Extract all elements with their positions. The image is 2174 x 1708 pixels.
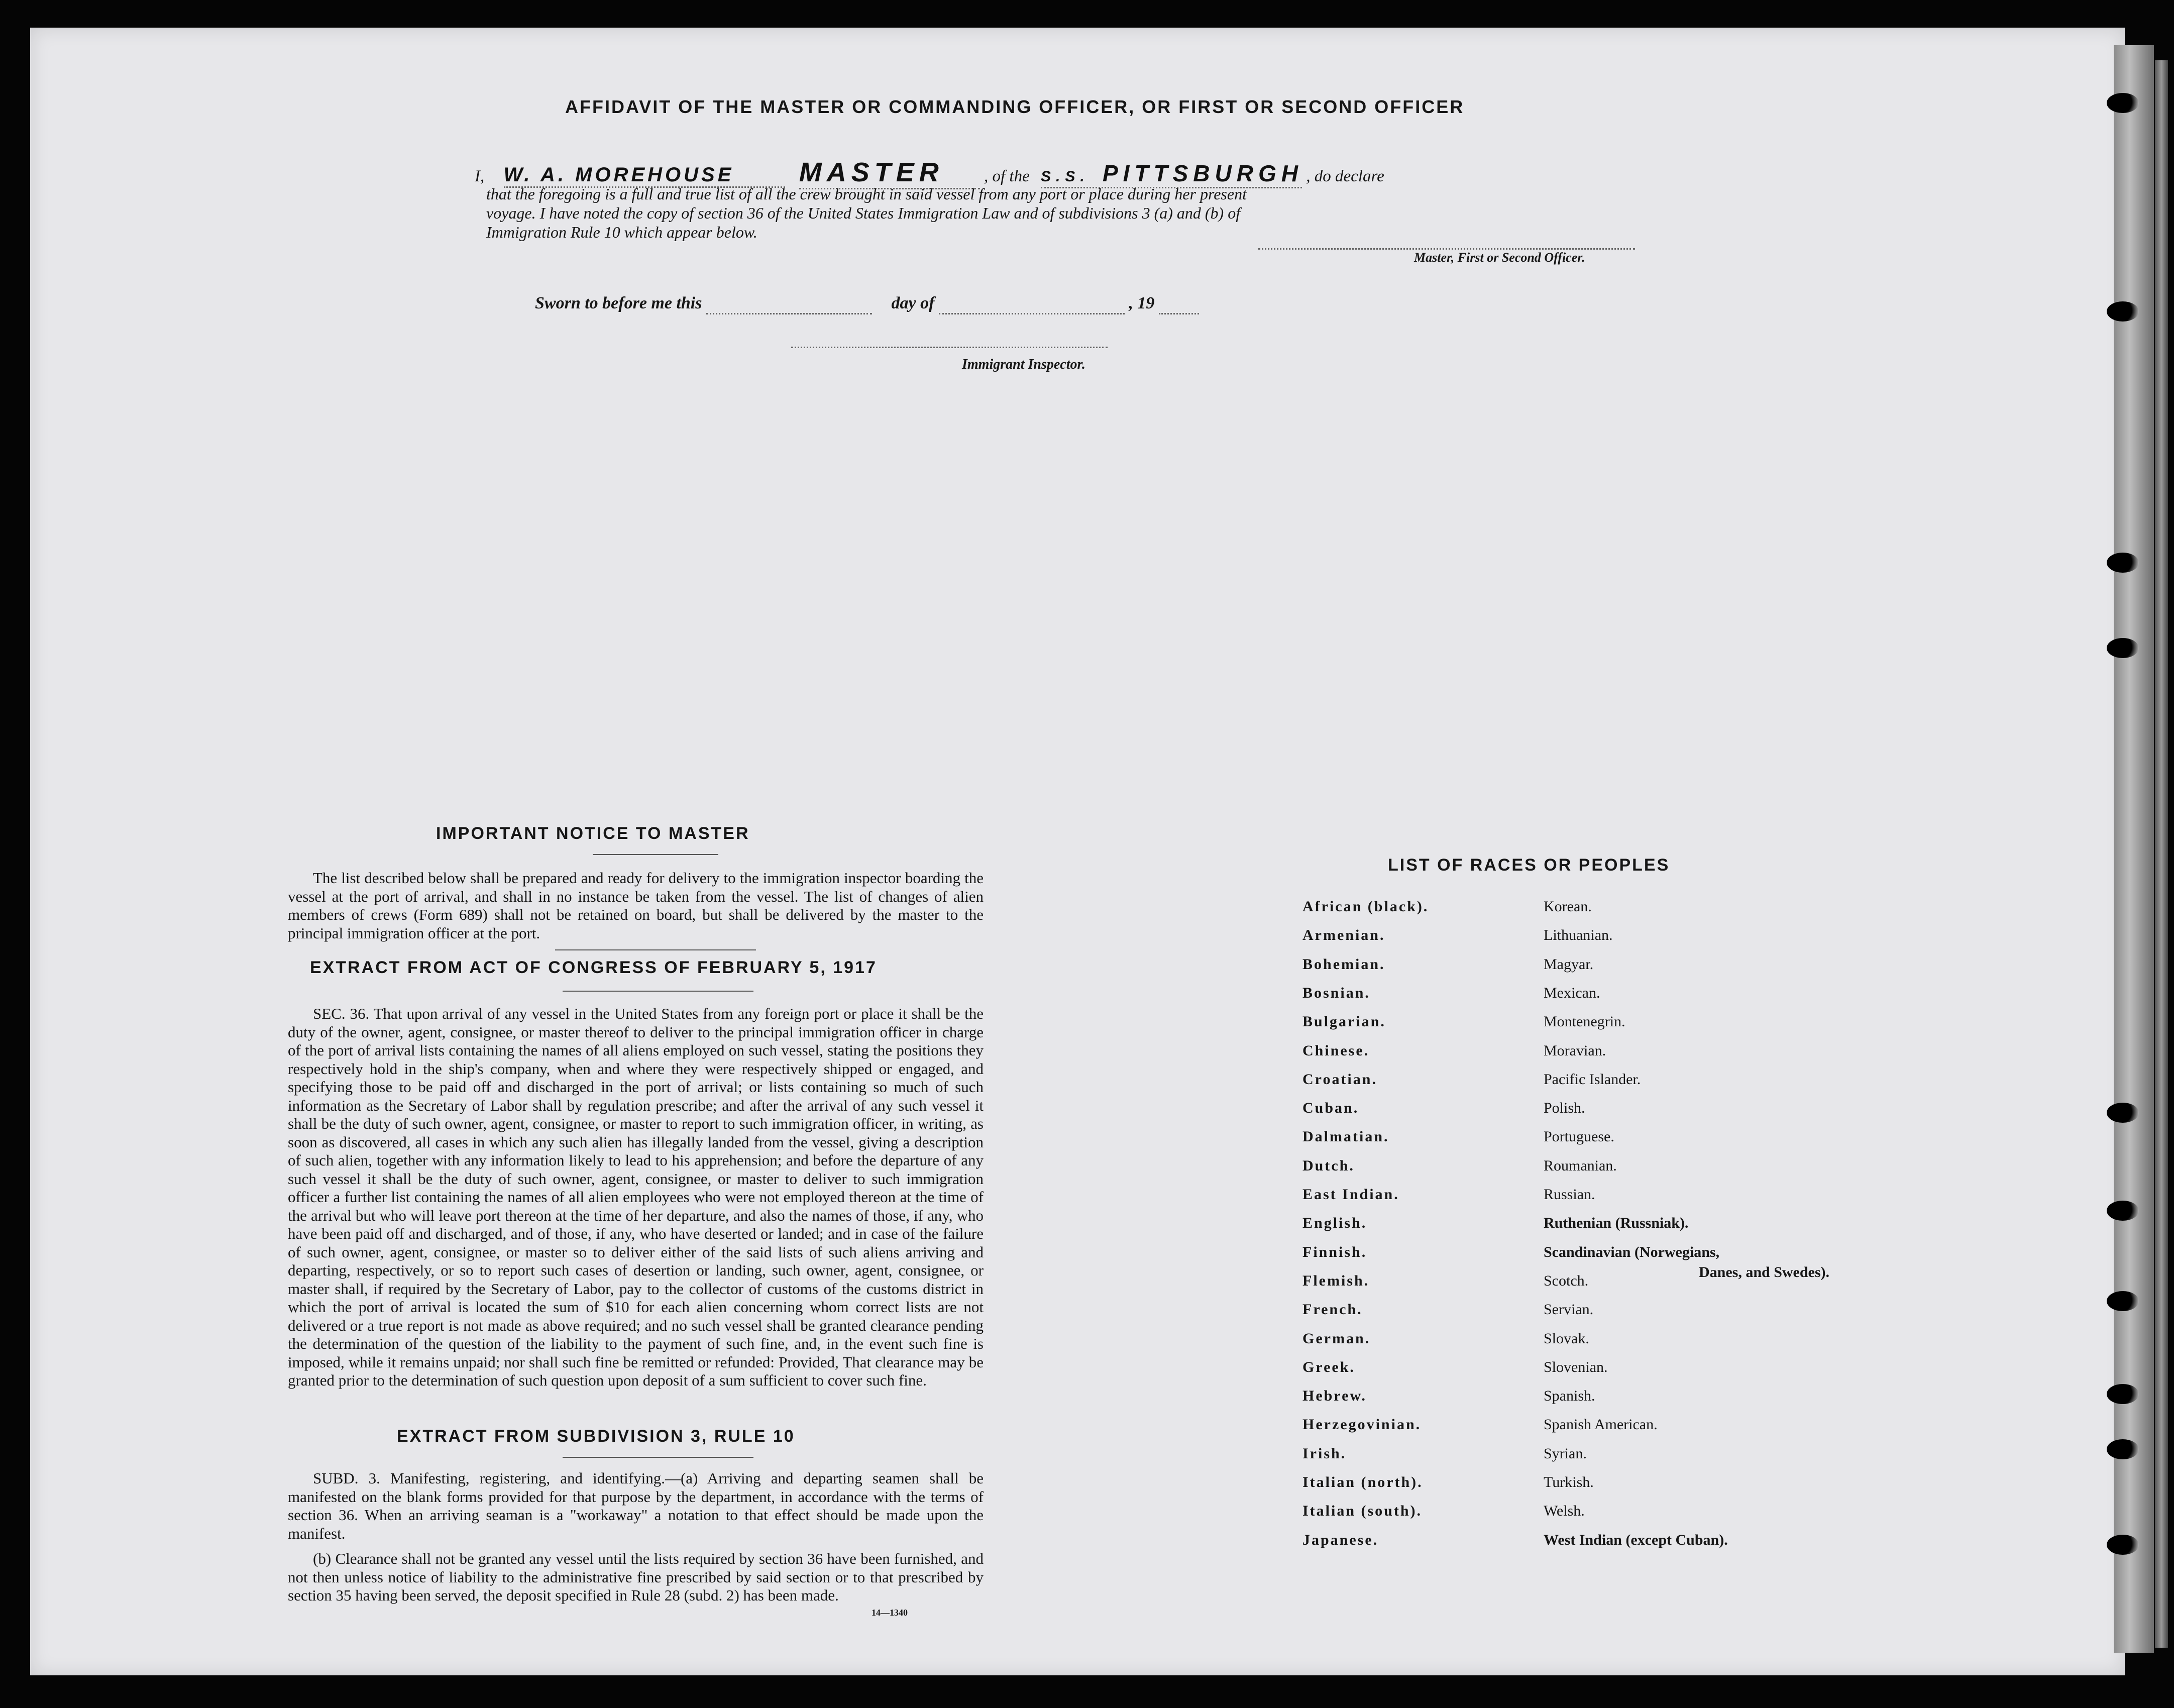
binding-hole [2107, 1384, 2139, 1404]
race-item: Moravian. [1544, 1042, 1606, 1059]
race-item: Montenegrin. [1544, 1013, 1625, 1030]
act-divider [563, 991, 753, 992]
race-item: Scandinavian (Norwegians, [1544, 1243, 1720, 1260]
notice-divider [593, 854, 718, 855]
affidavit-prefix: I, [475, 167, 485, 185]
race-item: Italian (south). [1302, 1503, 1423, 1520]
vessel-field [1041, 160, 1302, 188]
affidavit-title: AFFIDAVIT OF THE MASTER OR COMMANDING OFFICER, OR FIRST OR SECOND OFFICER [565, 96, 1465, 117]
race-item: Irish. [1302, 1445, 1347, 1462]
race-item: Bohemian. [1302, 955, 1385, 973]
notice-title: IMPORTANT NOTICE TO MASTER [436, 824, 750, 843]
affidavit-line-4: Immigration Rule 10 which appear below. [486, 223, 757, 241]
signature-line [1258, 247, 1635, 250]
binding-hole [2107, 1535, 2139, 1555]
rule-divider [563, 1457, 753, 1458]
rule-paragraph-b: (b) Clearance shall not be granted any vessel until the lists required by section 36 have been furnished, and not then unless notice of liability to the administrative fine prescribed by said section or to that prescribed by section 35 having been served, the deposit specified in Rule 28 (subd. 2) has been made. [288, 1550, 984, 1604]
race-item: Armenian. [1302, 927, 1385, 944]
race-item: West Indian (except Cuban). [1544, 1531, 1728, 1548]
race-item: Japanese. [1302, 1531, 1379, 1548]
race-item: Hebrew. [1302, 1387, 1367, 1405]
race-item: Spanish American. [1544, 1416, 1658, 1433]
vessel-name: PITTSBURGH [1102, 160, 1303, 186]
race-item: Finnish. [1302, 1243, 1367, 1260]
race-item: Magyar. [1544, 955, 1594, 973]
race-item: Syrian. [1544, 1445, 1587, 1462]
page-stack-edge [2114, 45, 2154, 1653]
notice-text [288, 869, 984, 949]
race-item: German. [1302, 1330, 1371, 1347]
race-item: Bosnian. [1302, 984, 1370, 1001]
race-item: Korean. [1544, 898, 1592, 915]
race-item: Spanish. [1544, 1387, 1595, 1405]
race-item: Greek. [1302, 1358, 1355, 1375]
race-item: Welsh. [1544, 1503, 1585, 1520]
affidavit-mid: , of the [984, 167, 1030, 185]
race-item: French. [1302, 1301, 1363, 1318]
form-number: 14—1340 [872, 1608, 908, 1618]
master-name-field [504, 164, 785, 188]
act-text [288, 1005, 984, 1397]
section-divider [555, 949, 756, 950]
race-item: Cuban. [1302, 1100, 1359, 1117]
race-item: Mexican. [1544, 984, 1600, 1001]
race-item: Flemish. [1302, 1272, 1370, 1289]
inspector-caption: Immigrant Inspector. [962, 357, 1085, 372]
race-item: Portuguese. [1544, 1128, 1614, 1145]
master-name: W. A. MOREHOUSE [503, 164, 734, 186]
notice-paragraph: The list described below shall be prepared and ready for delivery to the immigration inspector boarding the vessel at the port of arrival, and shall in no instance be taken from the vessel. The list of changes of alien members of crews (Form 689) shall not be retained on board, but shall be delivered by the master to the principal immigration officer at the port. [288, 869, 984, 942]
race-item: African (black). [1302, 898, 1429, 915]
rule-text [288, 1469, 984, 1612]
binding-hole [2107, 1291, 2139, 1311]
race-item: Chinese. [1302, 1042, 1370, 1059]
binding-hole [2107, 1439, 2139, 1459]
affidavit-line-2: that the foregoing is a full and true list of all the crew brought in said vessel from any port or place during her present [486, 185, 1247, 203]
sworn-line [535, 294, 1199, 314]
rank: MASTER [799, 157, 944, 187]
race-item: Slovenian. [1544, 1358, 1608, 1375]
race-item: Servian. [1544, 1301, 1594, 1318]
binding-hole [2107, 93, 2139, 113]
binding-hole [2107, 553, 2139, 573]
race-item: Dutch. [1302, 1157, 1355, 1174]
act-paragraph: SEC. 36. That upon arrival of any vessel in the United States from any foreign port or place it shall be the duty of the owner, agent, consignee, or master thereof to deliver to the principal immigration officer in charge of the port of arrival lists containing the names of all aliens employed on such vessel, stating the positions they respectively hold in the ship's company, when and where they were respectively shipped or engaged, and specifying those to be paid off and discharged in the port of arrival; or lists containing so much of such information as the Secretary of Labor shall by regulation prescribe; and after the arrival of any such vessel it shall be the duty of such owner, agent, consignee, or master to report to such immigration officer, in writing, as soon as discovered, all cases in which any such alien has illegally landed from the vessel, giving a description of such alien, together with any information likely to lead to his apprehension; and before the departure of any such vessel it shall be the duty of such owner, agent, consignee, or master to deliver to such immigration officer a further list containing the names of all alien employees who were not employed thereon at the time of the arrival but who will leave port thereon at the time of her departure, and also the names of those, if any, who have been paid off and discharged, and of those, if any, who have deserted or landed; and in case of the failure of such owner, agent, consignee, or master so to deliver either of the said lists of such aliens arriving and departing, respectively, or so to report such cases of desertion or landing, such owner, agent, consignee, or master shall, if required by the Secretary of Labor, pay to the collector of customs of the customs district in which the port of arrival is located the sum of $10 for each alien concerning whom correct lists are not delivered or a true report is not made as above required; and no such vessel shall be granted clearance pending the determination of the question of the liability to the payment of such fine, and, in the event such fine is imposed, while it remains unpaid; nor shall such fine be remitted or refunded: Provided, That clearance may be granted prior to the determination of such question upon deposit of a sum sufficient to cover such fine. [288, 1005, 984, 1389]
race-item: Slovak. [1544, 1330, 1589, 1347]
race-item: Turkish. [1544, 1474, 1594, 1490]
binding-hole [2107, 1103, 2139, 1123]
day-field [706, 294, 872, 314]
race-item: Roumanian. [1544, 1157, 1617, 1174]
year-field [1159, 294, 1199, 314]
rule-title: EXTRACT FROM SUBDIVISION 3, RULE 10 [397, 1427, 795, 1446]
race-item: Lithuanian. [1544, 927, 1613, 944]
affidavit-suffix: , do declare [1306, 167, 1384, 185]
document-page [30, 28, 2125, 1675]
month-field [939, 294, 1125, 314]
binding-hole [2107, 638, 2139, 658]
race-item: Pacific Islander. [1544, 1071, 1641, 1088]
race-item: Bulgarian. [1302, 1013, 1386, 1030]
act-title: EXTRACT FROM ACT OF CONGRESS OF FEBRUARY 5, 1917 [310, 958, 877, 977]
rule-paragraph-a: SUBD. 3. Manifesting, registering, and identifying.—(a) Arriving and departing seamen shall be manifested on the blank forms provided for that purpose by the department, in accordance with the terms of section 36. When an arriving seaman is a "workaway" a notation to that effect should be made upon the manifest. [288, 1469, 984, 1542]
vessel-prefix: S.S. [1040, 168, 1090, 185]
race-item: Ruthenian (Russniak). [1544, 1215, 1689, 1232]
race-item: Polish. [1544, 1100, 1585, 1117]
race-item: East Indian. [1302, 1186, 1399, 1203]
race-item: Herzegovinian. [1302, 1416, 1422, 1433]
race-item: Croatian. [1302, 1071, 1377, 1088]
race-item: Scotch. [1544, 1272, 1589, 1289]
race-item: Russian. [1544, 1186, 1595, 1203]
binding-hole [2107, 301, 2139, 322]
races-title: LIST OF RACES OR PEOPLES [1388, 856, 1670, 875]
inspector-signature-line [791, 346, 1108, 348]
year-text: , 19 [1129, 294, 1155, 312]
binding-hole [2107, 1201, 2139, 1221]
signature-caption: Master, First or Second Officer. [1414, 250, 1585, 265]
race-item: Dalmatian. [1302, 1128, 1389, 1145]
race-item: Italian (north). [1302, 1474, 1423, 1490]
race-item: English. [1302, 1215, 1367, 1232]
race-item-continuation: Danes, and Swedes). [1699, 1264, 1830, 1280]
day-of-text: day of [891, 294, 935, 312]
sworn-text: Sworn to before me this [535, 294, 702, 312]
affidavit-line-3: voyage. I have noted the copy of section 36 of the United States Immigration Law and of subdivisions 3 (a) and (b) of [486, 204, 1241, 222]
page-stack-edge-outer [2155, 60, 2168, 1648]
